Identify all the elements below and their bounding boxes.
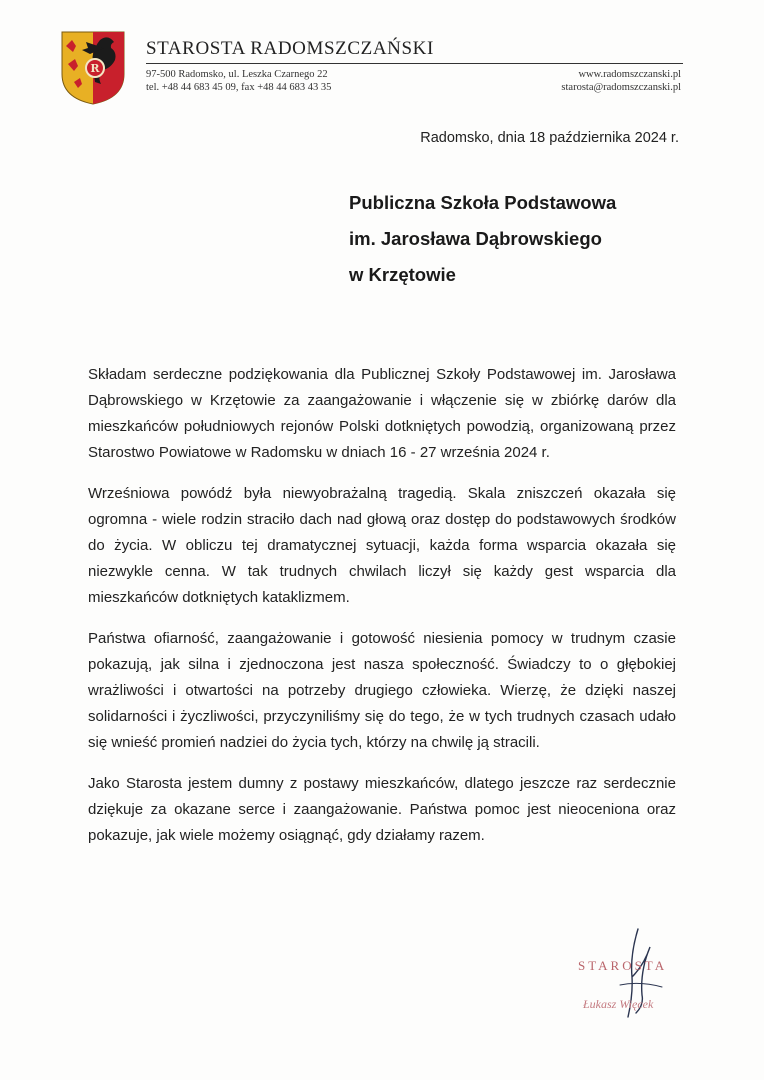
email-link[interactable]: starosta@radomszczanski.pl xyxy=(561,82,681,93)
address-block xyxy=(146,68,331,94)
body-paragraph: Składam serdeczne podziękowania dla Publicznej Szkoły Podstawowej im. Jarosława Dąbrowskiego w Krzętowie za zaangażowanie i włączenie się w zbiórkę darów dla mieszkańców południowych rejonów Polski dotkniętych powodzią, organizowaną przez Starostwo Powiatowe w Radomsku w dniach 16 - 27 września 2024 r. xyxy=(88,366,676,461)
contact-block xyxy=(561,68,681,94)
body-paragraph: Wrześniowa powódź była niewyobrażalną tragedią. Skala zniszczeń okazała się ogromna - wiele rodzin straciło dach nad głową oraz dostęp do podstawowych środków do życia. W obliczu tej dramatycznej sytuacji, każda forma wsparcia okazała się niezwykle cenna. W tak trudnych chwilach liczył się każdy gest wsparcia dla mieszkańców dotkniętych kataklizmem. xyxy=(88,485,676,606)
body-paragraph: Państwa ofiarność, zaangażowanie i gotowość niesienia pomocy w trudnym czasie pokazują, jak silna i zjednoczona jest nasza społeczność. Świadczy to o głębokiej wrażliwości i otwartości na potrzeby drugiego człowieka. Wierzę, że dzięki naszej solidarności i życzliwości, przyczyniliśmy się do tego, że w tych trudnych czasach udało się wnieść promień nadziei do życia tych, którzy na chwilę ją stracili. xyxy=(88,630,676,751)
recipient-line: w Krzętowie xyxy=(349,264,456,285)
svg-text:R: R xyxy=(90,62,100,75)
letterhead-divider xyxy=(146,63,683,64)
date-line: Radomsko, dnia 18 października 2024 r. xyxy=(420,130,679,146)
body-paragraph: Jako Starosta jestem dumny z postawy mieszkańców, dlatego jeszcze raz serdecznie dziękuje za okazane serce i zaangażowanie. Państwa pomoc jest nieoceniona oraz pokazuje, jak wiele możemy osiągnąć, gdy działamy razem. xyxy=(88,775,676,844)
website-link[interactable]: www.radomszczanski.pl xyxy=(578,69,681,80)
recipient-block xyxy=(349,185,616,293)
signature-name: Łukasz Więcek xyxy=(583,997,654,1011)
org-name: STAROSTA RADOMSZCZAŃSKI xyxy=(146,38,434,59)
recipient-line: Publiczna Szkoła Podstawowa xyxy=(349,192,617,213)
phone-fax-line: tel. +48 44 683 45 09, fax +48 44 683 43 35 xyxy=(146,82,332,93)
signature-title: STAROSTA xyxy=(578,958,668,973)
coat-of-arms-icon xyxy=(60,30,126,106)
recipient-line: im. Jarosława Dąbrowskiego xyxy=(349,228,602,249)
address-line: 97-500 Radomsko, ul. Leszka Czarnego 22 xyxy=(146,69,328,80)
letter-body xyxy=(88,362,676,864)
